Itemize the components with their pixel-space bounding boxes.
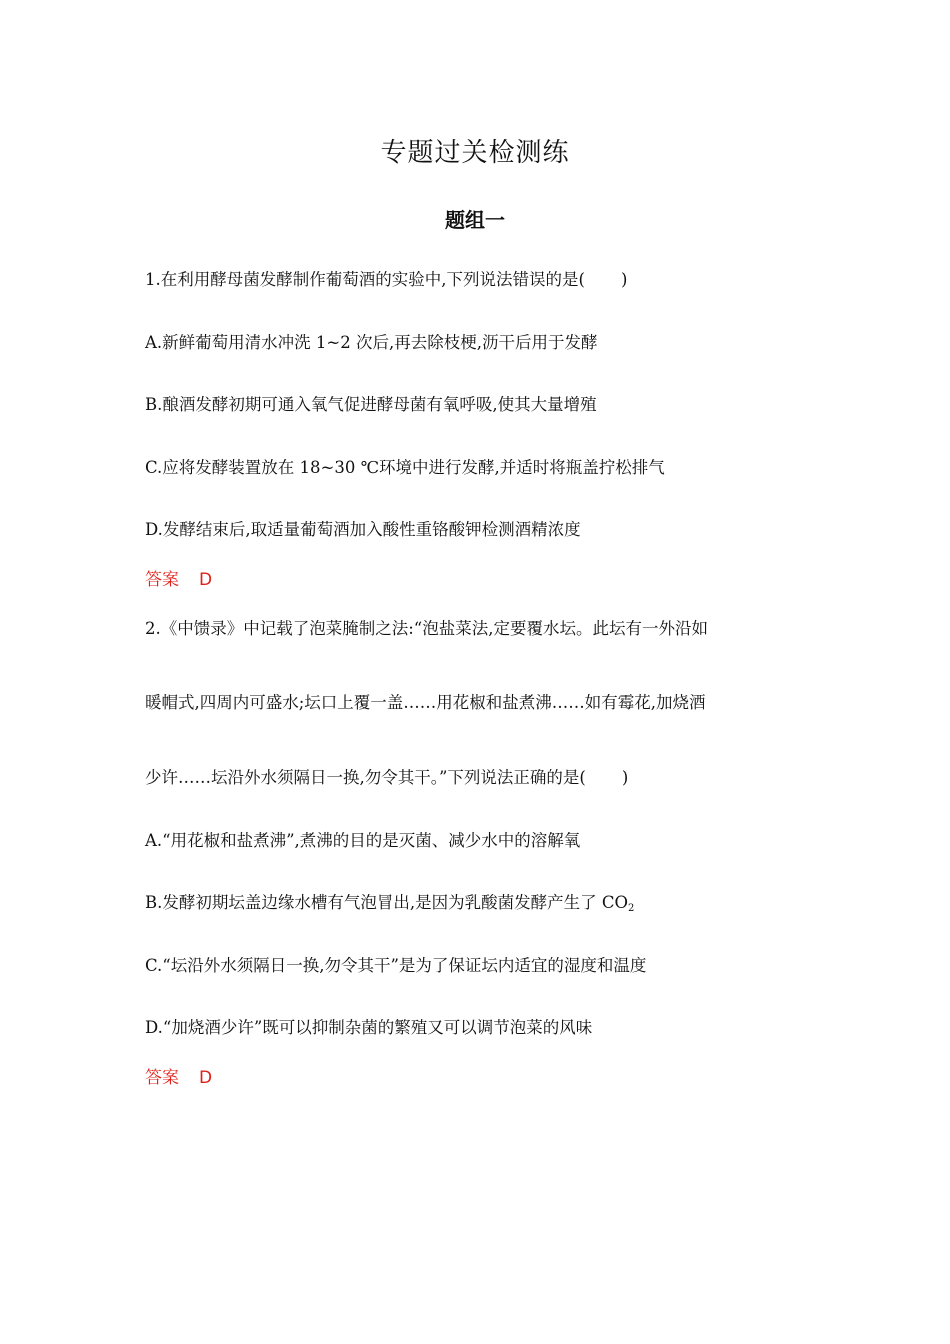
question-2-stem-line-3-text: 少许……坛沿外水须隔日一换,勿令其干。”下列说法正确的是( (145, 768, 586, 787)
question-2-option-b-text: B.发酵初期坛盖边缘水槽有气泡冒出,是因为乳酸菌发酵产生了 CO (145, 893, 629, 912)
answer-label: 答案 (145, 570, 179, 590)
question-1-stem (145, 266, 825, 294)
question-1-option-a: A.新鲜葡萄用清水冲洗 1~2 次后,再去除枝梗,沥干后用于发酵 (145, 333, 598, 352)
question-2-stem-line-3 (145, 764, 825, 792)
question-2-option-c: C.“坛沿外水须隔日一换,勿令其干”是为了保证坛内适宜的湿度和温度 (145, 956, 647, 975)
question-1-paren-close: ) (620, 270, 628, 289)
question-1-option-c: C.应将发酵装置放在 18~30 ℃环境中进行发酵,并适时将瓶盖拧松排气 (145, 458, 665, 477)
answer-value: D (199, 570, 213, 590)
question-2-option-d: D.“加烧酒少许”既可以抑制杂菌的繁殖又可以调节泡菜的风味 (145, 1018, 593, 1037)
question-2-stem-line-2: 暖帽式,四周内可盛水;坛口上覆一盖……用花椒和盐煮沸……如有霉花,加烧酒 (145, 693, 706, 712)
question-1-option-b: B.酿酒发酵初期可通入氧气促进酵母菌有氧呼吸,使其大量增殖 (145, 395, 597, 414)
question-2-option-a: A.“用花椒和盐煮沸”,煮沸的目的是灭菌、减少水中的溶解氧 (145, 831, 581, 850)
question-2-paren-close: ) (621, 768, 629, 787)
question-2-stem-line-1: 2.《中馈录》中记载了泡菜腌制之法:“泡盐菜法,定要覆水坛。此坛有一外沿如 (145, 619, 708, 638)
question-1-option-d: D.发酵结束后,取适量葡萄酒加入酸性重铬酸钾检测酒精浓度 (145, 520, 581, 539)
question-1-stem-text: 1.在利用酵母菌发酵制作葡萄酒的实验中,下列说法错误的是( (145, 270, 585, 289)
section-title: 题组一 (445, 208, 505, 232)
question-2-option-b (145, 889, 825, 917)
subscript-2: 2 (628, 903, 635, 914)
answer-label: 答案 (145, 1068, 179, 1088)
question-1-answer (145, 566, 212, 594)
answer-value: D (199, 1068, 213, 1088)
page-title: 专题过关检测练 (380, 138, 570, 168)
question-2-answer (145, 1064, 212, 1092)
